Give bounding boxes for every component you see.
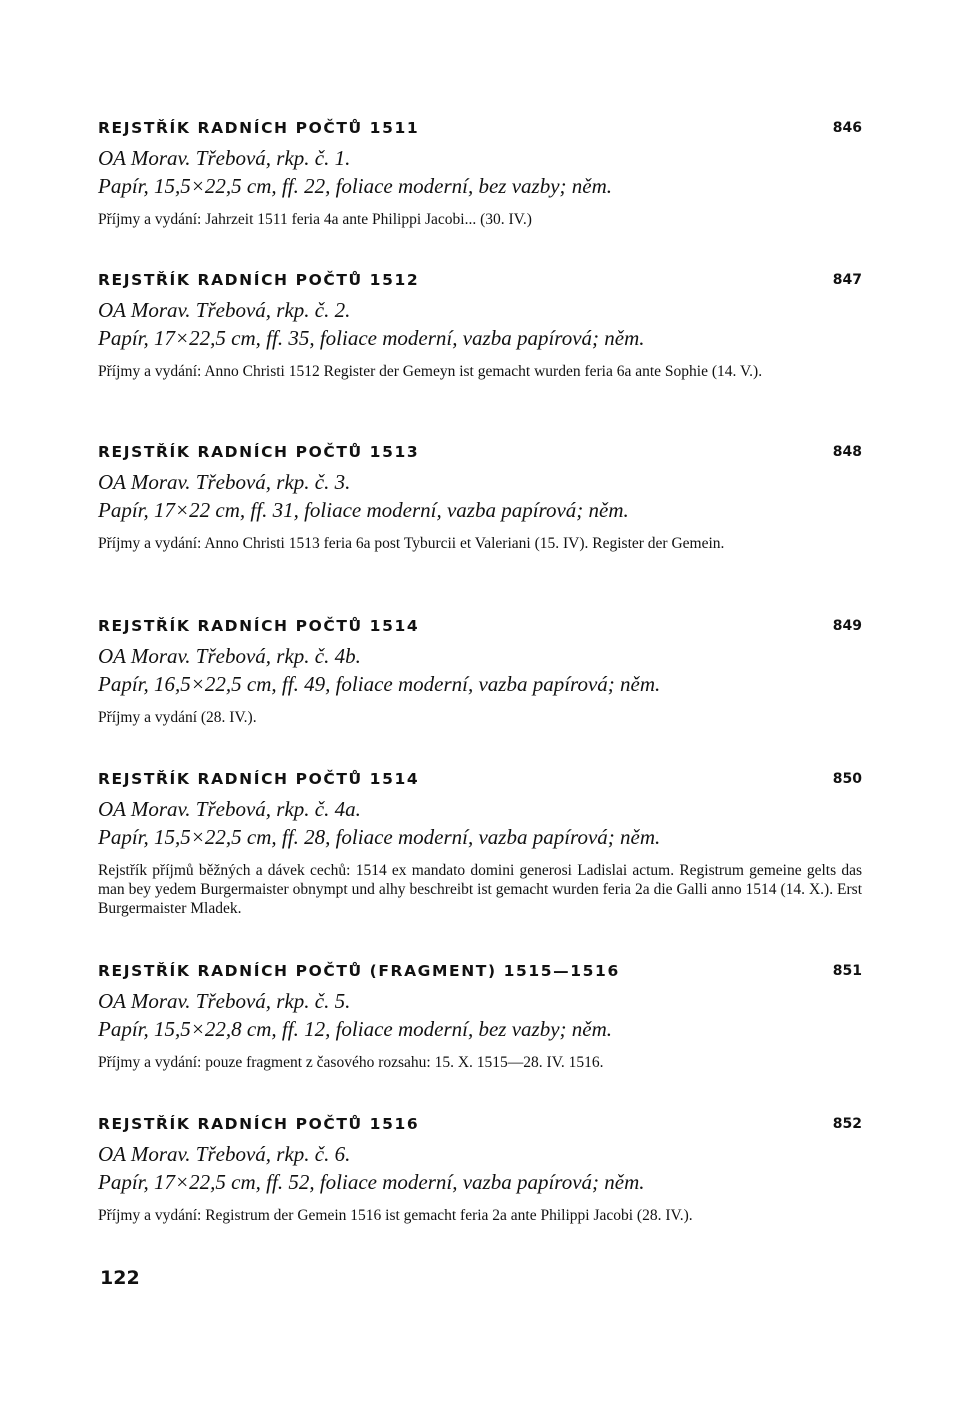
entry-note: Příjmy a vydání: pouze fragment z časového rozsahu: 15. X. 1515—28. IV. 1516. — [98, 1054, 604, 1071]
entry-note: Příjmy a vydání: Registrum der Gemein 1516 ist gemacht feria 2a ante Philippi Jacobi (28. IV.). — [98, 1207, 693, 1224]
entry-850 — [98, 767, 862, 918]
entry-851 — [98, 959, 862, 1072]
page-number: 122 — [100, 1267, 140, 1289]
entry-physical-description: Papír, 17×22,5 cm, ff. 35, foliace moderní, vazba papírová; něm. — [98, 326, 645, 350]
entry-number: 846 — [832, 120, 862, 136]
entry-shelfmark: OA Morav. Třebová, rkp. č. 3. — [98, 470, 351, 494]
entry-physical-description: Papír, 15,5×22,8 cm, ff. 12, foliace moderní, bez vazby; něm. — [98, 1017, 613, 1041]
entry-physical-description: Papír, 15,5×22,5 cm, ff. 28, foliace moderní, vazba papírová; něm. — [98, 825, 661, 849]
entry-heading — [98, 959, 862, 983]
entry-heading — [98, 440, 862, 464]
entry-number: 850 — [832, 771, 862, 787]
entry-849 — [98, 614, 862, 727]
entry-heading — [98, 268, 862, 292]
entry-physical-description: Papír, 15,5×22,5 cm, ff. 22, foliace moderní, bez vazby; něm. — [98, 174, 613, 198]
entry-heading — [98, 1112, 862, 1136]
entry-title: REJSTŘÍK RADNÍCH POČTŮ 1516 — [98, 1115, 420, 1133]
entry-shelfmark: OA Morav. Třebová, rkp. č. 2. — [98, 298, 351, 322]
entry-title: REJSTŘÍK RADNÍCH POČTŮ (FRAGMENT) 1515—1516 — [98, 962, 620, 980]
entry-shelfmark: OA Morav. Třebová, rkp. č. 6. — [98, 1142, 351, 1166]
entry-title: REJSTŘÍK RADNÍCH POČTŮ 1512 — [98, 271, 420, 289]
entry-note: Příjmy a vydání: Anno Christi 1512 Register der Gemeyn ist gemacht wurden feria 6a ante Sophie (14. V.). — [98, 363, 763, 380]
entry-title: REJSTŘÍK RADNÍCH POČTŮ 1514 — [98, 617, 420, 635]
entry-847 — [98, 268, 862, 381]
entry-physical-description: Papír, 17×22,5 cm, ff. 52, foliace moderní, vazba papírová; něm. — [98, 1170, 645, 1194]
entry-number: 847 — [832, 272, 862, 288]
entry-physical-description: Papír, 17×22 cm, ff. 31, foliace moderní, vazba papírová; něm. — [98, 498, 629, 522]
entry-number: 849 — [832, 618, 862, 634]
entry-shelfmark: OA Morav. Třebová, rkp. č. 5. — [98, 989, 351, 1013]
entry-number: 851 — [832, 963, 862, 979]
entry-title: REJSTŘÍK RADNÍCH POČTŮ 1513 — [98, 443, 420, 461]
entry-title: REJSTŘÍK RADNÍCH POČTŮ 1511 — [98, 119, 420, 137]
entry-physical-description: Papír, 16,5×22,5 cm, ff. 49, foliace moderní, vazba papírová; něm. — [98, 672, 661, 696]
entry-title: REJSTŘÍK RADNÍCH POČTŮ 1514 — [98, 770, 420, 788]
entry-heading — [98, 767, 862, 791]
entry-note: Příjmy a vydání: Jahrzeit 1511 feria 4a ante Philippi Jacobi... (30. IV.) — [98, 211, 532, 228]
entry-846 — [98, 116, 862, 229]
entry-heading — [98, 116, 862, 140]
entry-note: Příjmy a vydání (28. IV.). — [98, 709, 257, 726]
entry-note: Příjmy a vydání: Anno Christi 1513 feria 6a post Tyburcii et Valeriani (15. IV). Register der Gemein. — [98, 535, 725, 552]
entry-shelfmark: OA Morav. Třebová, rkp. č. 4b. — [98, 644, 361, 668]
entry-number: 852 — [832, 1116, 862, 1132]
entry-note: Rejstřík příjmů běžných a dávek cechů: 1514 ex mandato domini generosi Ladislai actum. Registrum gemeine gelts das man bey yedem Burgermaister obnympt und alhy beschreibt ist gemacht wurden feria 2a die Galli anno 1514 (14. X.). Erst Burgermaister Mladek. — [98, 862, 862, 917]
entry-heading — [98, 614, 862, 638]
entry-848 — [98, 440, 862, 553]
entry-852 — [98, 1112, 862, 1225]
entry-shelfmark: OA Morav. Třebová, rkp. č. 4a. — [98, 797, 361, 821]
entry-shelfmark: OA Morav. Třebová, rkp. č. 1. — [98, 146, 351, 170]
entry-number: 848 — [832, 444, 862, 460]
